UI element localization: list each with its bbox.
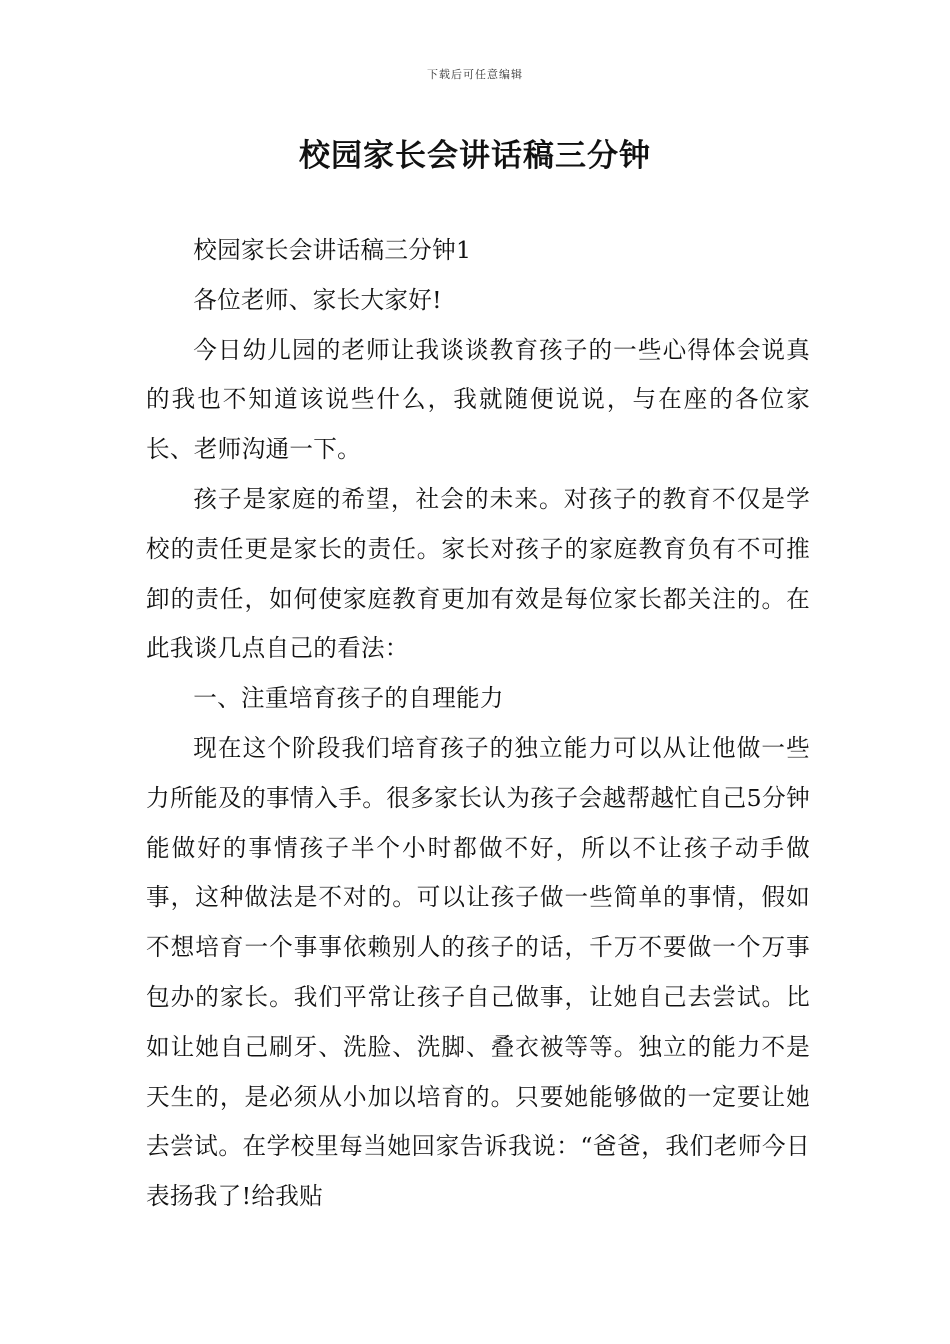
paragraph: 今日幼儿园的老师让我谈谈教育孩子的一些心得体会说真的我也不知道该说些什么，我就随便说说，与在座的各位家长、老师沟通一下。 bbox=[146, 335, 810, 464]
document-body bbox=[146, 226, 810, 1222]
section-heading: 一、注重培育孩子的自理能力 bbox=[193, 684, 504, 713]
header-note: 下载后可任意编辑 bbox=[427, 68, 523, 81]
paragraph-greeting: 各位老师、家长大家好! bbox=[193, 285, 442, 314]
paragraph: 孩子是家庭的希望，社会的未来。对孩子的教育不仅是学校的责任更是家长的责任。家长对孩子的家庭教育负有不可推卸的责任，如何使家庭教育更加有效是每位家长都关注的。在此我谈几点自己的看法： bbox=[146, 484, 810, 663]
document-title: 校园家长会讲话稿三分钟 bbox=[299, 138, 651, 174]
paragraph: 现在这个阶段我们培育孩子的独立能力可以从让他做一些力所能及的事情入手。很多家长认为孩子会越帮越忙自己5分钟能做好的事情孩子半个小时都做不好，所以不让孩子动手做事，这种做法是不对的。可以让孩子做一些简单的事情，假如不想培育一个事事依赖别人的孩子的话，千万不要做一个万事包办的家长。我们平常让孩子自己做事，让她自己去尝试。比如让她自己刷牙、洗脸、洗脚、叠衣被等等。独立的能力不是天生的，是必须从小加以培育的。只要她能够做的一定要让她去尝试。在学校里每当她回家告诉我说：“爸爸，我们老师今日表扬我了!给我贴 bbox=[146, 733, 810, 1211]
paragraph-subtitle: 校园家长会讲话稿三分钟1 bbox=[193, 236, 472, 264]
